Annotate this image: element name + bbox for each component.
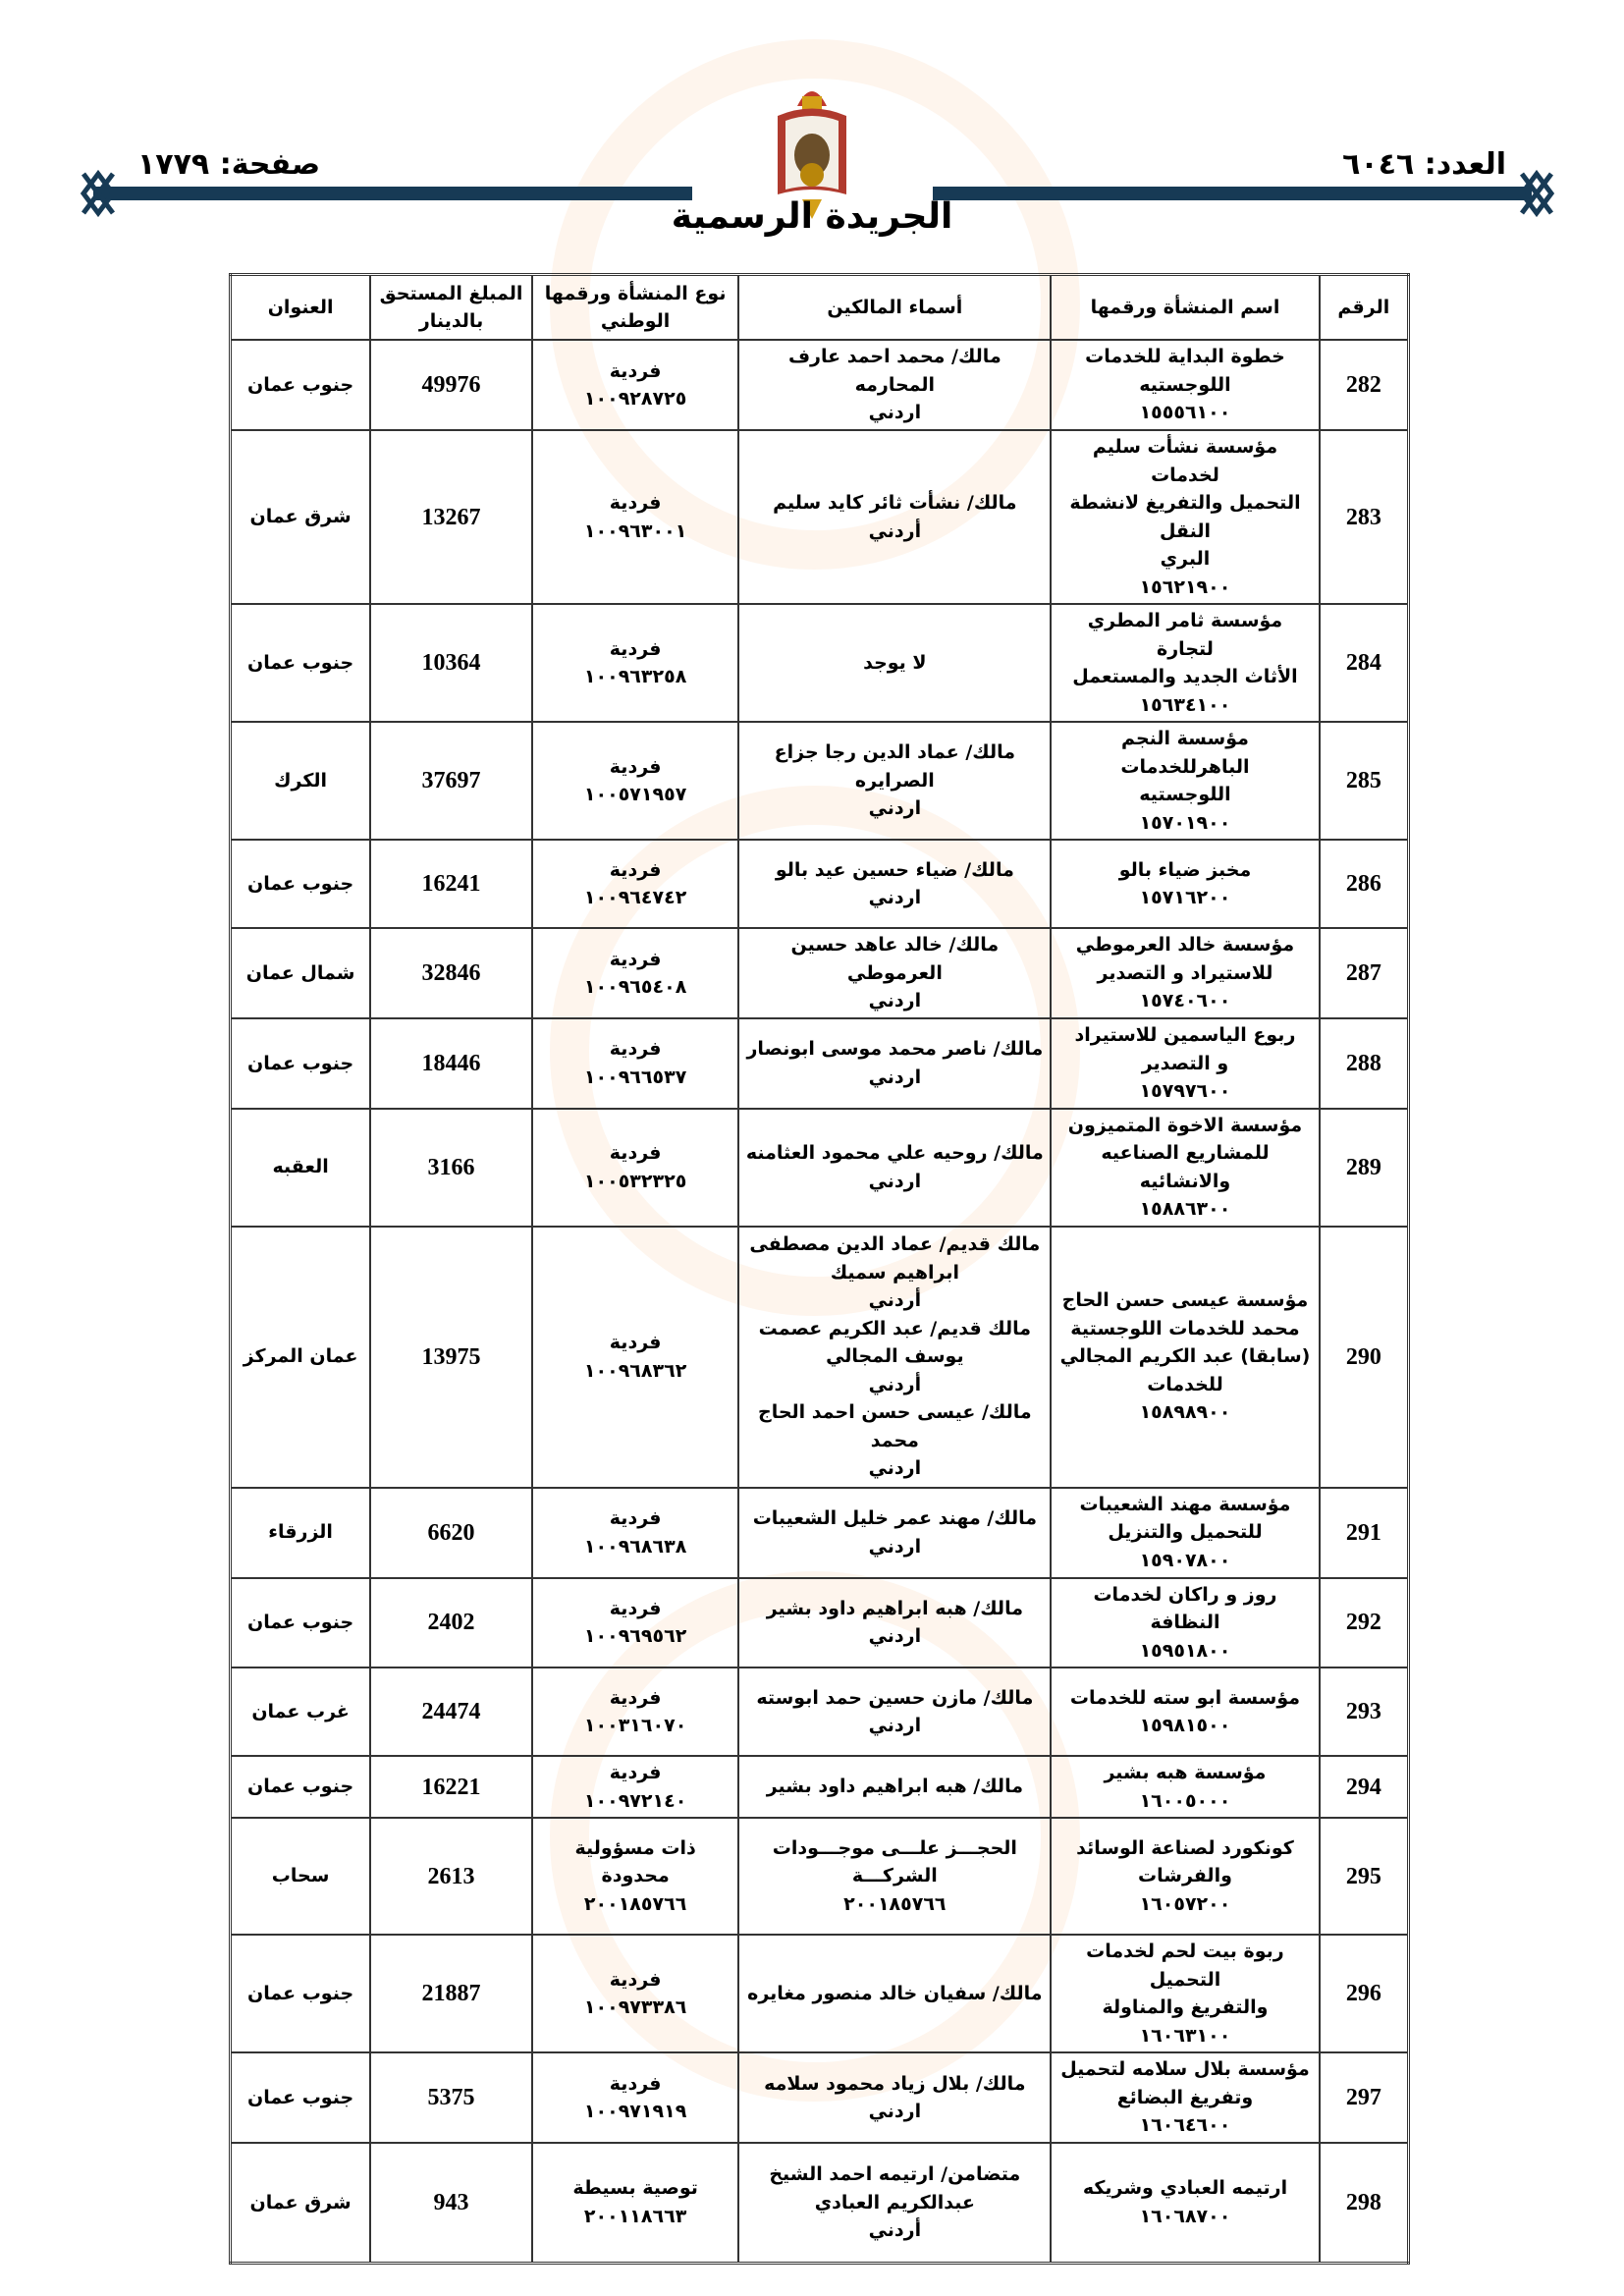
cell-address: شرق عمان [231,2143,371,2263]
cell-establishment-type: فردية ١٠٠٣١٦٠٧٠ [532,1667,739,1756]
cell-address: عمان المركز [231,1227,371,1488]
cell-amount-due: 24474 [370,1667,532,1756]
cell-establishment-name: روز و راكان لخدمات النظافة ١٥٩٥١٨٠٠ [1051,1578,1319,1668]
cell-owners: مالك/ سفيان خالد منصور مغايره [738,1935,1051,2052]
cell-owners: مالك/ ناصر محمد موسى ابونصار اردني [738,1018,1051,1109]
cell-owners: مالك قديم/ عماد الدين مصطفى ابراهيم سميك أردني مالك قديم/ عبد الكريم عصمت يوسف المجالي أردني مالك/ عيسى حسن احمد الحاج محمد اردني [738,1227,1051,1488]
column-header-amount: المبلغ المستحق بالدينار [370,275,532,341]
table-row [231,1227,1409,1488]
column-header-number: الرقم [1320,275,1409,341]
cell-establishment-name: مؤسسة النجم الباهرللخدمات اللوجستيه ١٥٧٠١٩٠٠ [1051,722,1319,840]
cell-establishment-number: 294 [1320,1756,1409,1818]
cell-establishment-number: 291 [1320,1488,1409,1578]
column-header-address: العنوان [231,275,371,341]
cell-establishment-number: 283 [1320,430,1409,604]
cell-owners: مالك/ نشأت ثائر كايد سليم أردني [738,430,1051,604]
cell-owners: مالك/ هبه ابراهيم داود بشير [738,1756,1051,1818]
cell-establishment-number: 297 [1320,2052,1409,2143]
cell-owners: لا يوجد [738,604,1051,722]
cell-establishment-name: ارتيمه العبادي وشريكه ١٦٠٦٨٧٠٠ [1051,2143,1319,2263]
cell-amount-due: 32846 [370,928,532,1018]
gazette-title: الجريدة الرسمية [671,196,953,237]
cell-amount-due: 16221 [370,1756,532,1818]
table-row [231,1935,1409,2052]
cell-establishment-number: 285 [1320,722,1409,840]
table-row [231,2052,1409,2143]
cell-address: سحاب [231,1818,371,1935]
cell-address: الكرك [231,722,371,840]
table-row [231,1488,1409,1578]
cell-amount-due: 18446 [370,1018,532,1109]
cell-owners: الحجـــز علـــى موجـــودات الشركـــة ٢٠٠١٨٥٧٦٦ [738,1818,1051,1935]
cell-amount-due: 6620 [370,1488,532,1578]
cell-owners: مالك/ مازن حسين حمد ابوسته اردني [738,1667,1051,1756]
cell-establishment-type: فردية ١٠٠٩٦٦٥٣٧ [532,1018,739,1109]
cell-owners: مالك/ محمد احمد عارف المحارمه اردني [738,340,1051,430]
cell-address: جنوب عمان [231,1018,371,1109]
cell-establishment-number: 282 [1320,340,1409,430]
table-row [231,840,1409,928]
cell-address: جنوب عمان [231,1756,371,1818]
cell-establishment-name: مؤسسة هبه بشير ١٦٠٠٥٠٠٠ [1051,1756,1319,1818]
cell-establishment-type: فردية ١٠٠٩٦٨٦٣٨ [532,1488,739,1578]
table-row [231,928,1409,1018]
cell-establishment-number: 298 [1320,2143,1409,2263]
cell-establishment-type: فردية ١٠٠٩٦٨٣٦٢ [532,1227,739,1488]
cell-establishment-type: فردية ١٠٠٩٦٣٠٠١ [532,430,739,604]
table-row [231,430,1409,604]
cell-owners: مالك/ خالد عاهد حسين العرموطي اردني [738,928,1051,1018]
cell-address: الزرقاء [231,1488,371,1578]
cell-establishment-name: مؤسسة نشأت سليم لخدمات التحميل والتفريغ لانشطة النقل البري ١٥٦٢١٩٠٠ [1051,430,1319,604]
cell-amount-due: 13267 [370,430,532,604]
cell-address: جنوب عمان [231,840,371,928]
cell-establishment-name: مؤسسة ثامر المطري لتجارة الأثاث الجديد والمستعمل ١٥٦٣٤١٠٠ [1051,604,1319,722]
cell-owners: متضامن/ ارتيمه احمد الشيخ عبدالكريم العبادي أردني [738,2143,1051,2263]
cell-establishment-number: 295 [1320,1818,1409,1935]
cell-amount-due: 3166 [370,1109,532,1227]
cell-address: شرق عمان [231,430,371,604]
cell-address: جنوب عمان [231,1935,371,2052]
cell-owners: مالك/ بلال زياد محمود سلامه اردني [738,2052,1051,2143]
cell-establishment-number: 287 [1320,928,1409,1018]
cell-amount-due: 2402 [370,1578,532,1668]
cell-owners: مالك/ هبه ابراهيم داود بشير اردني [738,1578,1051,1668]
cell-owners: مالك/ روحيه علي محمود العثامنه اردني [738,1109,1051,1227]
cell-establishment-number: 284 [1320,604,1409,722]
cell-address: العقبه [231,1109,371,1227]
column-header-type: نوع المنشأة ورقمها الوطني [532,275,739,341]
cell-establishment-name: مؤسسة الاخوة المتميزون للمشاريع الصناعيه والانشائيه ١٥٨٨٦٣٠٠ [1051,1109,1319,1227]
cell-amount-due: 10364 [370,604,532,722]
cell-establishment-type: فردية ١٠٠٩٧٣٣٨٦ [532,1935,739,2052]
cell-owners: مالك/ مهند عمر خليل الشعيبات اردني [738,1488,1051,1578]
cell-establishment-type: فردية ١٠٠٩٦٤٧٤٢ [532,840,739,928]
cell-establishment-type: فردية ١٠٠٩٦٩٥٦٢ [532,1578,739,1668]
cell-establishment-number: 288 [1320,1018,1409,1109]
cell-establishment-name: ربوة بيت لحم لخدمات التحميل والتفريغ والمناولة ١٦٠٦٣١٠٠ [1051,1935,1319,2052]
cell-amount-due: 13975 [370,1227,532,1488]
cell-establishment-name: ربوع الياسمين للاستيراد و التصدير ١٥٧٩٧٦٠٠ [1051,1018,1319,1109]
cell-establishment-number: 289 [1320,1109,1409,1227]
cell-address: شمال عمان [231,928,371,1018]
table-row [231,340,1409,430]
cell-amount-due: 16241 [370,840,532,928]
cell-establishment-type: فردية ١٠٠٩٦٥٤٠٨ [532,928,739,1018]
cell-establishment-number: 293 [1320,1667,1409,1756]
cell-establishment-number: 286 [1320,840,1409,928]
table-row [231,1818,1409,1935]
cell-establishment-type: فردية ١٠٠٥٧١٩٥٧ [532,722,739,840]
cell-address: جنوب عمان [231,604,371,722]
cell-establishment-type: فردية ١٠٠٩٧١٩١٩ [532,2052,739,2143]
cell-amount-due: 2613 [370,1818,532,1935]
cell-establishment-type: فردية ١٠٠٥٣٢٣٢٥ [532,1109,739,1227]
cell-establishment-number: 290 [1320,1227,1409,1488]
cell-address: جنوب عمان [231,2052,371,2143]
cell-address: غرب عمان [231,1667,371,1756]
issue-number: العدد: ٦٠٤٦ [1342,147,1506,182]
cell-establishment-name: مؤسسة عيسى حسن الحاج محمد للخدمات اللوجستية (سابقا) عبد الكريم المجالي للخدمات ١٥٨٩٨٩٠٠ [1051,1227,1319,1488]
cell-owners: مالك/ عماد الدين رجا جزاع الصرايره اردني [738,722,1051,840]
cell-establishment-type: توصية بسيطة ٢٠٠١١٨٦٦٣ [532,2143,739,2263]
cell-establishment-number: 292 [1320,1578,1409,1668]
cell-amount-due: 49976 [370,340,532,430]
table-row [231,1018,1409,1109]
table-row [231,2143,1409,2263]
table-row [231,1578,1409,1668]
cell-address: جنوب عمان [231,340,371,430]
cell-establishment-name: مخبز ضياء بالو ١٥٧١٦٢٠٠ [1051,840,1319,928]
cell-amount-due: 5375 [370,2052,532,2143]
cell-establishment-type: فردية ١٠٠٩٧٢١٤٠ [532,1756,739,1818]
cell-establishment-type: ذات مسؤولية محدودة ٢٠٠١٨٥٧٦٦ [532,1818,739,1935]
page-number: صفحة: ١٧٧٩ [137,147,321,182]
cell-establishment-name: مؤسسة مهند الشعيبات للتحميل والتنزيل ١٥٩٠٧٨٠٠ [1051,1488,1319,1578]
establishments-table [229,273,1410,2265]
cell-establishment-type: فردية ١٠٠٩٢٨٧٢٥ [532,340,739,430]
cell-establishment-name: مؤسسة بلال سلامه لتحميل وتفريغ البضائع ١٦٠٦٤٦٠٠ [1051,2052,1319,2143]
cell-owners: مالك/ ضياء حسين عيد بالو اردني [738,840,1051,928]
table-row [231,1667,1409,1756]
cell-establishment-name: مؤسسة ابو سته للخدمات ١٥٩٨١٥٠٠ [1051,1667,1319,1756]
table-header-row [231,275,1409,341]
column-header-owners: أسماء المالكين [738,275,1051,341]
cell-amount-due: 21887 [370,1935,532,2052]
table-row [231,1756,1409,1818]
cell-establishment-name: مؤسسة خالد العرموطي للاستيراد و التصدير ١٥٧٤٠٦٠٠ [1051,928,1319,1018]
cell-establishment-type: فردية ١٠٠٩٦٣٢٥٨ [532,604,739,722]
column-header-name: اسم المنشأة ورقمها [1051,275,1319,341]
cell-amount-due: 943 [370,2143,532,2263]
table-row [231,1109,1409,1227]
cell-amount-due: 37697 [370,722,532,840]
cell-establishment-name: خطوة البداية للخدمات اللوجستيه ١٥٥٥٦١٠٠ [1051,340,1319,430]
table-row [231,604,1409,722]
cell-establishment-number: 296 [1320,1935,1409,2052]
cell-address: جنوب عمان [231,1578,371,1668]
cell-establishment-name: كونكورد لصناعة الوسائد والفرشات ١٦٠٥٧٢٠٠ [1051,1818,1319,1935]
table-row [231,722,1409,840]
